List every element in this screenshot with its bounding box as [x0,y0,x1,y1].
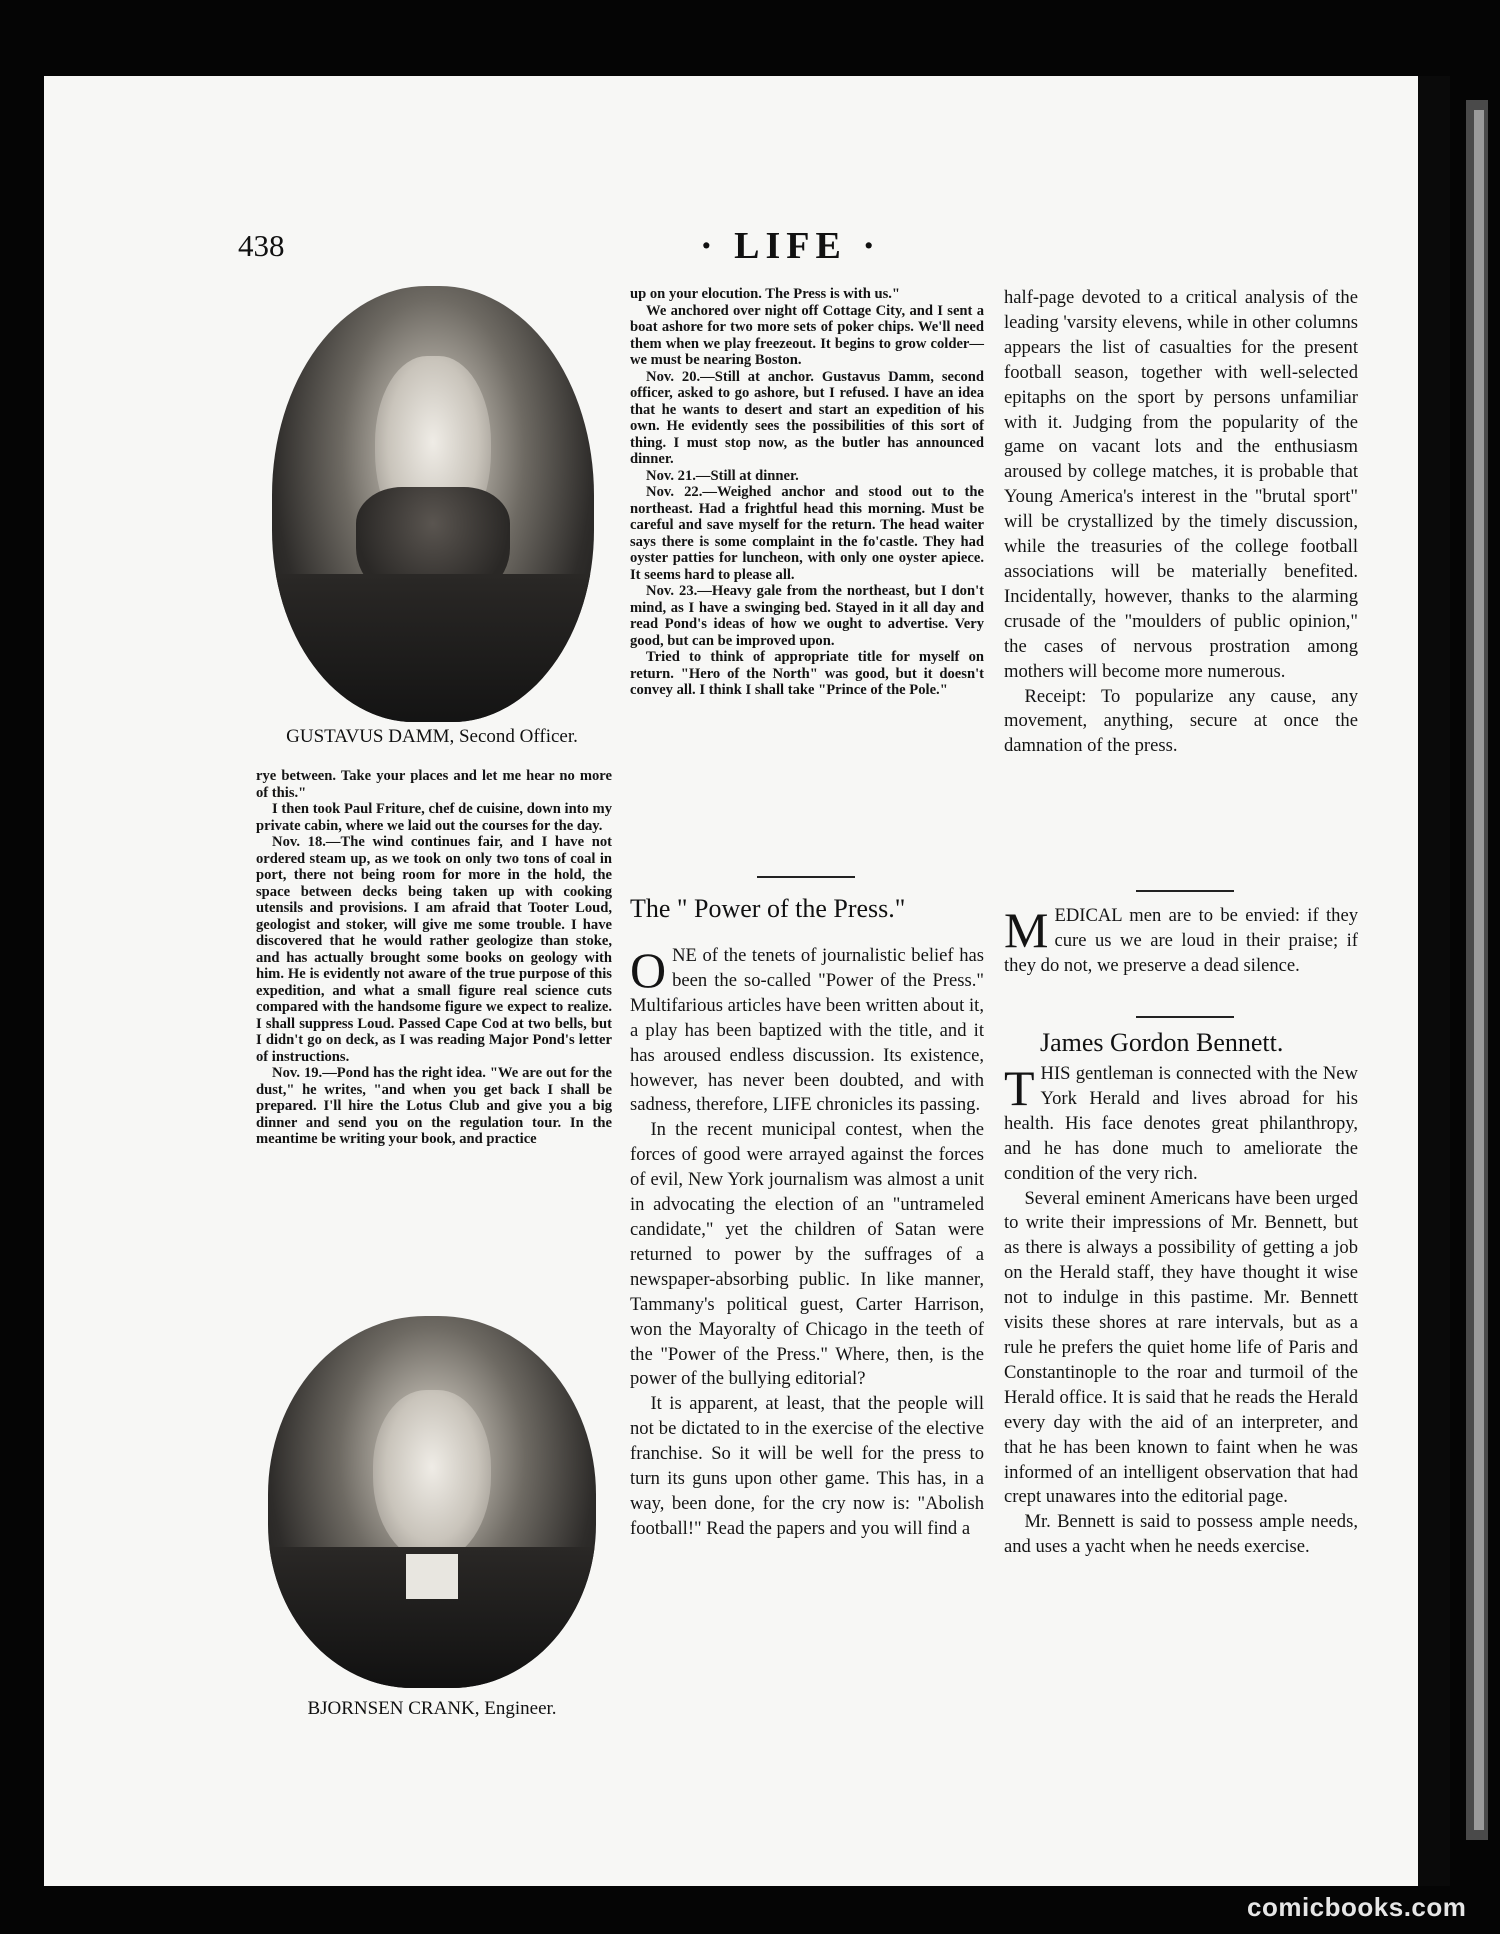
portrait-gustavus-damm [272,286,594,722]
portrait-bjornsen-crank [268,1316,596,1688]
paragraph: up on your elocution. The Press is with us." [630,286,901,302]
paragraph: In the recent municipal contest, when the forces of good were arrayed against the forces of evil, New York journalism was almost a unit in advocating the election of an "untrameled candidate," yet the children of Satan were returned to power by the suffrages of a newspaper-absorbing public. In like manner, Tammany's political guest, Carter Harrison, won the Mayoralty of Chicago in the teeth of the "Power of the Press." Where, then, is the power of the bullying editorial? [630,1119,984,1390]
paragraph: Nov. 22.—Weighed anchor and stood out to the northeast. Had a frightful head this morning. Must be careful and save myself for the return. The head waiter says there is some complaint in the fo'castle. They had oyster patties for luncheon, with only one oyster apiece. It seems hard to please all. [630,484,984,583]
paragraph: It is apparent, at least, that the people will not be dictated to in the exercise of the elective franchise. So it will be well for the press to turn its guns upon other game. This has, in a way, been done, for the cry now is: "Abolish football!" Read the papers and you will find a [630,1393,984,1539]
paragraph: Receipt: To popularize any cause, any movement, anything, secure at once the damnation of the press. [1004,685,1358,757]
divider-rule [1136,1016,1234,1018]
site-watermark: comicbooks.com [1247,1892,1467,1922]
caption-bjornsen-crank: BJORNSEN CRANK, Engineer. [307,1698,557,1719]
paragraph: NE of the tenets of journalistic belief has been the so-called "Power of the Press." Multifarious articles have been written about it, a play has been baptized with the title, and it has aroused endless discussion. Its existence, however, has never been doubted, and with sadness, therefore, LIFE chronicles its passing. [630,945,984,1116]
paragraph: EDICAL men are to be envied: if they cure us we are loud in their praise; if they do not, we preserve a dead silence. [1004,905,1358,976]
divider-rule [1136,890,1234,892]
paragraph: Nov. 23.—Heavy gale from the northeast, but I don't mind, as I have a swinging bed. Stayed in it all day and read Pond's ideas of how we ought to advertise. Very good, but can be improved upon. [630,583,984,649]
paragraph: Nov. 18.—The wind continues fair, and I have not ordered steam up, as we took on only two tons of coal in port, there not being room for more in the hold, the space between decks being taken up with cooking utensils and provisions. I am afraid that Tooter Loud, geologist and stoker, will give me some trouble. I have discovered that he would rather geologize than stoke, and has actually brought some books on geology with him. He is evidently not aware of the true purpose of this expedition, and what a small figure real science cuts compared with the handsome figure we expect to realize. I shall suppress Loud. Passed Cape Cod at two bells, but I didn't go on deck, as I was reading Major Pond's letter of instructions. [256,834,612,1065]
power-of-the-press-article [630,944,984,1542]
medical-item [1004,904,1358,979]
drop-cap: M [1004,902,1049,958]
heading-power-of-the-press: The " Power of the Press." [630,894,906,923]
paragraph: HIS gentleman is connected with the New York Herald and lives abroad for his health. His face denotes great philanthropy, and he has done much to ameliorate the condition of the very rich. [1004,1063,1358,1184]
caption-gustavus-damm: GUSTAVUS DAMM, Second Officer. [286,726,578,747]
paragraph: Nov. 21.—Still at dinner. [646,467,799,484]
paragraph: Mr. Bennett is said to possess ample needs, and uses a yacht when he needs exercise. [1004,1511,1358,1558]
paragraph: Tried to think of appropriate title for myself on return. "Hero of the North" was good, but it doesn't convey all. I think I shall take "Prince of the Pole." [630,649,984,698]
column-2-text [630,286,984,699]
column-1-text [256,768,612,1148]
masthead: · LIFE · [700,225,882,267]
paragraph: Several eminent Americans have been urged to write their impressions of Mr. Bennett, but as there is always a possibility of getting a job on the Herald staff, they have thought it wise not to indulge in this pastime. Mr. Bennett visits these shores at rare intervals, but as a rule he prefers the quiet home life of Paris and Constantinople to the roar and turmoil of the Herald office. It is said that he reads the Herald every day with the aid of an interpreter, and that he has been known to faint when he was informed of an intelligent observation that had crept unawares into the editorial page. [1004,1187,1358,1508]
paragraph: rye between. Take your places and let me hear no more of this." [256,768,612,801]
paragraph: Nov. 19.—Pond has the right idea. "We are out for the dust," he writes, "and when you get back I shall be prepared. I'll hire the Lotus Club and give you a big dinner and send you on the regulation tour. In the meantime be writing your book, and practice [256,1065,612,1147]
bennett-article [1004,1062,1358,1560]
drop-cap: O [630,942,667,998]
paragraph: I then took Paul Friture, chef de cuisine, down into my private cabin, where we laid out the courses for the day. [256,801,612,834]
page-number: 438 [238,228,285,263]
drop-cap: T [1004,1060,1035,1116]
column-3-text [1004,286,1358,759]
book-spine-shadow [1418,76,1450,1886]
paragraph: We anchored over night off Cottage City, and I sent a boat ashore for two more sets of poker chips. We'll need them when we play freezeout. It begins to grow colder—we must be nearing Boston. [630,302,984,368]
book-spine-highlight [1474,110,1484,1830]
heading-james-gordon-bennett: James Gordon Bennett. [1040,1028,1284,1057]
paragraph: Nov. 20.—Still at anchor. Gustavus Damm, second officer, asked to go ashore, but I refused. I have an idea that he wants to desert and start an expedition of his own. He evidently sees the possibilities of this sort of thing. I must stop now, as the butler has announced dinner. [630,368,984,467]
paragraph: half-page devoted to a critical analysis of the leading 'varsity elevens, while in other columns appears the list of casualties for the present football season, together with well-selected epitaphs on the sport by persons unfamiliar with it. Judging from the popularity of the game on vacant lots and the enthusiasm aroused by college matches, it is probable that Young America's interest in the "brutal sport" will be crystallized by the timely discussion, while the treasuries of the college football associations will be materially benefited. Incidentally, however, thanks to the alarming crusade of the "moulders of public opinion," the cases of nervous prostration among mothers will become more numerous. [1004,287,1358,682]
divider-rule [757,876,855,878]
